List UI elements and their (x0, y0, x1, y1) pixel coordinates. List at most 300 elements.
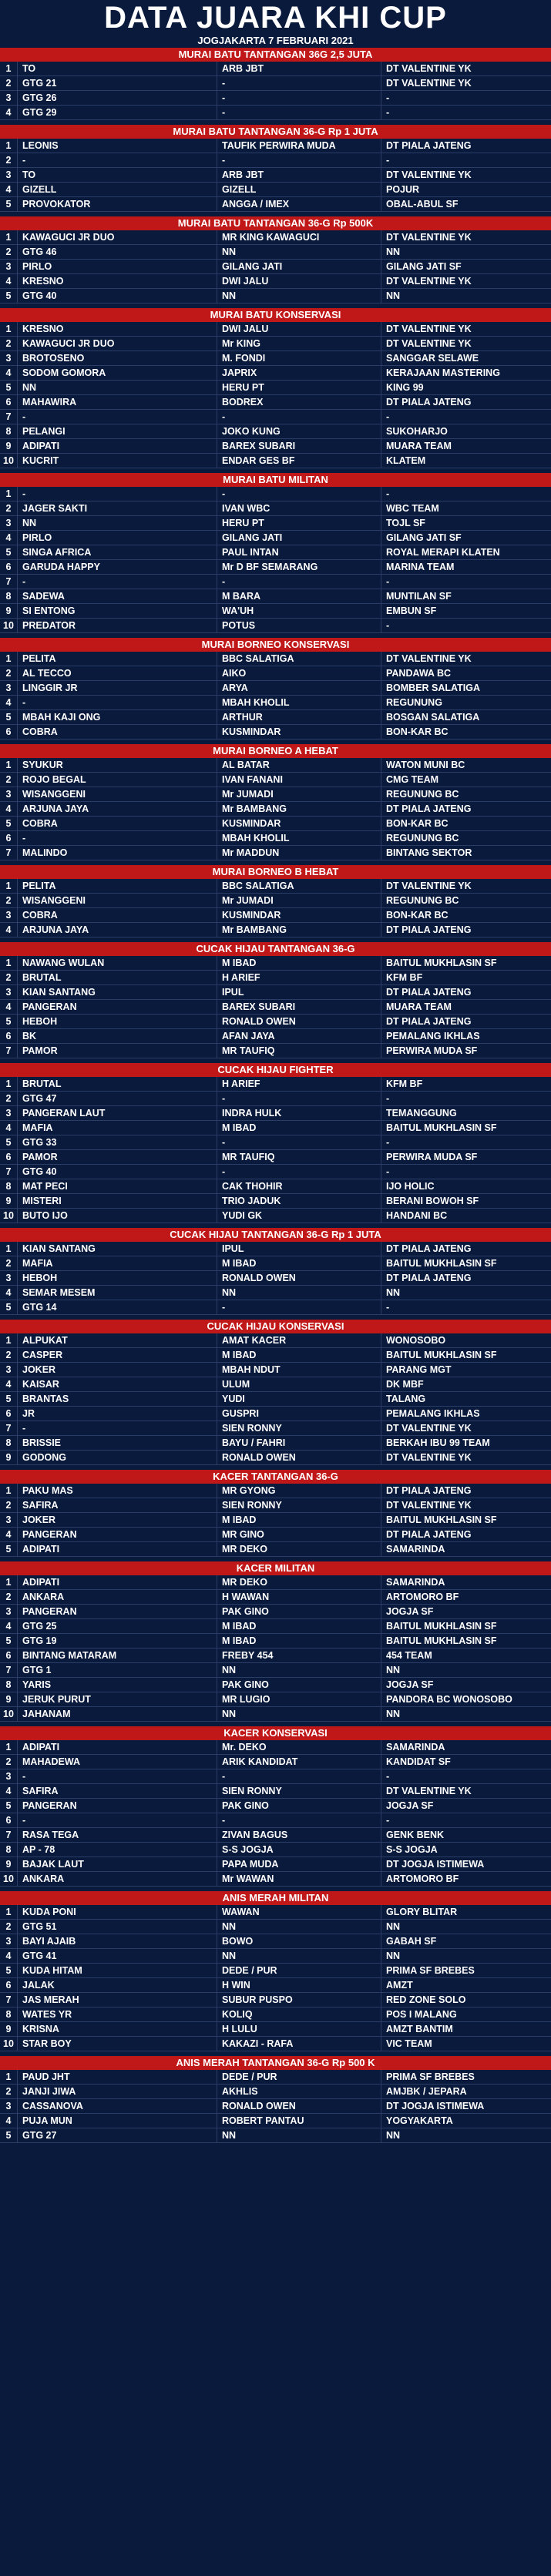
rank-cell: 9 (0, 2022, 18, 2036)
rank-cell: 4 (0, 1784, 18, 1798)
bird-name-cell: KAWAGUCI JR DUO (18, 337, 217, 351)
class-section (0, 1320, 551, 1465)
page-title: DATA JUARA KHI CUP (104, 1, 447, 35)
rank-cell: 2 (0, 1348, 18, 1362)
class-section (0, 125, 551, 212)
team-cell: TOJL SF (386, 518, 425, 528)
owner-cell: SIEN RONNY (217, 1498, 381, 1512)
result-row (0, 1542, 551, 1557)
bird-name-cell: PIRLO (18, 260, 217, 273)
class-section (0, 1470, 551, 1557)
owner-cell: DWI JALU (217, 274, 381, 288)
bird-name-cell: GTG 27 (18, 2128, 217, 2142)
bird-name-cell: PAMOR (18, 1044, 217, 1058)
owner-cell: AFAN JAYA (217, 1029, 381, 1043)
rank-cell: 2 (0, 2085, 18, 2098)
rank-cell: 9 (0, 1857, 18, 1871)
section-title: MURAI BATU KONSERVASI (0, 308, 551, 322)
team-cell: - (386, 1771, 390, 1782)
team-cell: PERWIRA MUDA SF (386, 1152, 478, 1162)
team-cell: PEMALANG IKHLAS (386, 1408, 480, 1419)
bird-name-cell: HEBOH (18, 1015, 217, 1028)
team-cell: DT PIALA JATENG (386, 803, 472, 814)
bird-name-cell: KRESNO (18, 322, 217, 336)
owner-cell: - (217, 153, 381, 167)
rank-cell: 3 (0, 168, 18, 182)
result-row (0, 1634, 551, 1649)
owner-cell: NN (217, 1707, 381, 1721)
team-cell: NN (386, 1709, 401, 1719)
owner-cell: ARIK KANDIDAT (217, 1755, 381, 1769)
rank-cell: 7 (0, 846, 18, 860)
team-cell: DT PIALA JATENG (386, 397, 472, 408)
rank-cell: 1 (0, 1333, 18, 1347)
team-cell: KANDIDAT SF (386, 1756, 451, 1767)
result-row (0, 395, 551, 410)
rank-cell: 10 (0, 619, 18, 632)
class-section (0, 1063, 551, 1223)
owner-cell: FREBY 454 (217, 1649, 381, 1662)
result-row (0, 487, 551, 501)
result-row (0, 1421, 551, 1436)
rank-cell: 3 (0, 1363, 18, 1377)
owner-cell: H LULU (217, 2022, 381, 2036)
rank-cell: 2 (0, 971, 18, 984)
bird-name-cell: GTG 33 (18, 1135, 217, 1149)
result-row (0, 153, 551, 168)
rank-cell: 6 (0, 1150, 18, 1164)
owner-cell: KUSMINDAR (217, 817, 381, 830)
team-cell: MUARA TEAM (386, 1001, 452, 1012)
bird-name-cell: GTG 29 (18, 106, 217, 119)
team-cell: DT PIALA JATENG (386, 1273, 472, 1283)
bird-name-cell: AP - 78 (18, 1843, 217, 1857)
rank-cell: 4 (0, 802, 18, 816)
team-cell: JOGJA SF (386, 1800, 434, 1811)
bird-name-cell: NN (18, 381, 217, 394)
team-cell: PARANG MGT (386, 1364, 452, 1375)
rank-cell: 1 (0, 230, 18, 244)
bird-name-cell: - (18, 410, 217, 424)
bird-name-cell: TO (18, 168, 217, 182)
bird-name-cell: JERUK PURUT (18, 1692, 217, 1706)
team-cell: - (386, 92, 390, 103)
result-row (0, 846, 551, 860)
result-row (0, 1242, 551, 1256)
bird-name-cell: - (18, 696, 217, 709)
bird-name-cell: PANGERAN (18, 1000, 217, 1014)
owner-cell: - (217, 487, 381, 501)
team-cell: KLATEM (386, 455, 426, 466)
section-title: MURAI BATU TANTANGAN 36G 2,5 JUTA (0, 48, 551, 62)
owner-cell: H WIN (217, 1978, 381, 1992)
rank-cell: 9 (0, 604, 18, 618)
class-section (0, 308, 551, 468)
rank-cell: 1 (0, 487, 18, 501)
result-row (0, 1707, 551, 1722)
result-row (0, 337, 551, 351)
team-cell: RED ZONE SOLO (386, 1994, 466, 2005)
rank-cell: 2 (0, 1920, 18, 1934)
result-row (0, 2007, 551, 2022)
section-title: ANIS MERAH MILITAN (0, 1891, 551, 1905)
rank-cell: 4 (0, 1377, 18, 1391)
result-row (0, 1872, 551, 1887)
result-row (0, 139, 551, 153)
result-row (0, 1920, 551, 1934)
bird-name-cell: PANGERAN (18, 1528, 217, 1541)
team-cell: NN (386, 1287, 401, 1298)
rank-cell: 1 (0, 1575, 18, 1589)
bird-name-cell: BUTO IJO (18, 1209, 217, 1223)
team-cell: REGUNUNG (386, 697, 442, 708)
team-cell: DT PIALA JATENG (386, 1485, 472, 1496)
rank-cell: 5 (0, 710, 18, 724)
result-row (0, 652, 551, 666)
class-section (0, 1726, 551, 1887)
team-cell: - (386, 155, 390, 166)
team-cell: BAITUL MUKHLASIN SF (386, 1635, 497, 1646)
result-row (0, 322, 551, 337)
owner-cell: POTUS (217, 619, 381, 632)
bird-name-cell: MAFIA (18, 1121, 217, 1135)
team-cell: NN (386, 2130, 401, 2141)
result-row (0, 1978, 551, 1993)
result-row (0, 410, 551, 424)
team-cell: IJO HOLIC (386, 1181, 435, 1192)
class-section (0, 216, 551, 304)
owner-cell: S-S JOGJA (217, 1843, 381, 1857)
owner-cell: KAKAZI - RAFA (217, 2037, 381, 2051)
owner-cell: KUSMINDAR (217, 725, 381, 739)
rank-cell: 1 (0, 1740, 18, 1754)
bird-name-cell: JOKER (18, 1363, 217, 1377)
bird-name-cell: NN (18, 516, 217, 530)
team-cell: REGUNUNG BC (386, 833, 459, 844)
owner-cell: MR DEKO (217, 1575, 381, 1589)
result-row (0, 1755, 551, 1769)
owner-cell: - (217, 1135, 381, 1149)
owner-cell: DEDE / PUR (217, 1964, 381, 1977)
owner-cell: Mr BAMBANG (217, 923, 381, 937)
team-cell: DT VALENTINE YK (386, 1423, 472, 1434)
team-cell: NN (386, 1921, 401, 1932)
team-cell: BON-KAR BC (386, 818, 449, 829)
team-cell: DT PIALA JATENG (386, 1529, 472, 1540)
bird-name-cell: ARJUNA JAYA (18, 923, 217, 937)
bird-name-cell: GTG 40 (18, 289, 217, 303)
owner-cell: ARB JBT (217, 62, 381, 75)
result-row (0, 1436, 551, 1451)
result-row (0, 168, 551, 183)
owner-cell: PAUL INTAN (217, 545, 381, 559)
rank-cell: 5 (0, 545, 18, 559)
owner-cell: AL BATAR (217, 758, 381, 772)
owner-cell: M IBAD (217, 1348, 381, 1362)
result-row (0, 1663, 551, 1678)
owner-cell: MR LUGIO (217, 1692, 381, 1706)
team-cell: KING 99 (386, 382, 424, 393)
result-row (0, 575, 551, 589)
owner-cell: IVAN FANANI (217, 773, 381, 787)
team-cell: DT PIALA JATENG (386, 1243, 472, 1254)
owner-cell: YUDI GK (217, 1209, 381, 1223)
result-row (0, 1044, 551, 1058)
owner-cell: ENDAR GES BF (217, 454, 381, 468)
result-row (0, 274, 551, 289)
result-row (0, 1092, 551, 1106)
result-row (0, 831, 551, 846)
bird-name-cell: JALAK (18, 1978, 217, 1992)
rank-cell: 4 (0, 531, 18, 545)
team-cell: OBAL-ABUL SF (386, 199, 459, 210)
owner-cell: NN (217, 2128, 381, 2142)
rank-cell: 1 (0, 758, 18, 772)
bird-name-cell: GTG 47 (18, 1092, 217, 1105)
owner-cell: HERU PT (217, 381, 381, 394)
owner-cell: NN (217, 245, 381, 259)
owner-cell: JAPRIX (217, 366, 381, 380)
bird-name-cell: LEONIS (18, 139, 217, 153)
bird-name-cell: KUCRIT (18, 454, 217, 468)
result-row (0, 560, 551, 575)
team-cell: - (386, 107, 390, 118)
team-cell: - (386, 620, 390, 631)
bird-name-cell: BAJAK LAUT (18, 1857, 217, 1871)
owner-cell: - (217, 1300, 381, 1314)
rank-cell: 6 (0, 1029, 18, 1043)
section-title: KACER MILITAN (0, 1561, 551, 1575)
owner-cell: BBC SALATIGA (217, 652, 381, 666)
team-cell: GILANG JATI SF (386, 261, 462, 272)
owner-cell: ARB JBT (217, 168, 381, 182)
bird-name-cell: COBRA (18, 908, 217, 922)
team-cell: BERANI BOWOH SF (386, 1196, 479, 1206)
owner-cell: PAPA MUDA (217, 1857, 381, 1871)
team-cell: EMBUN SF (386, 605, 437, 616)
rank-cell: 2 (0, 666, 18, 680)
bird-name-cell: JOKER (18, 1513, 217, 1527)
owner-cell: M IBAD (217, 956, 381, 970)
owner-cell: DWI JALU (217, 322, 381, 336)
team-cell: ARTOMORO BF (386, 1592, 459, 1602)
rank-cell: 5 (0, 817, 18, 830)
result-row (0, 589, 551, 604)
result-row (0, 1678, 551, 1692)
team-cell: MUARA TEAM (386, 441, 452, 451)
team-cell: - (386, 1302, 390, 1313)
rank-cell: 4 (0, 1619, 18, 1633)
bird-name-cell: PANGERAN LAUT (18, 1106, 217, 1120)
team-cell: - (386, 411, 390, 422)
result-row (0, 666, 551, 681)
bird-name-cell: PAKU MAS (18, 1484, 217, 1498)
bird-name-cell: JAGER SAKTI (18, 501, 217, 515)
rank-cell: 7 (0, 1165, 18, 1179)
bird-name-cell: PIRLO (18, 531, 217, 545)
rank-cell: 7 (0, 410, 18, 424)
owner-cell: ROBERT PANTAU (217, 2114, 381, 2128)
bird-name-cell: SINGA AFRICA (18, 545, 217, 559)
result-row (0, 894, 551, 908)
bird-name-cell: PELANGI (18, 424, 217, 438)
team-cell: SUKOHARJO (386, 426, 448, 437)
bird-name-cell: KAISAR (18, 1377, 217, 1391)
owner-cell: SIEN RONNY (217, 1784, 381, 1798)
result-row (0, 1784, 551, 1799)
rank-cell: 4 (0, 366, 18, 380)
team-cell: DT PIALA JATENG (386, 1016, 472, 1027)
team-cell: DT VALENTINE YK (386, 1500, 472, 1511)
result-row (0, 289, 551, 304)
bird-name-cell: MAHADEWA (18, 1755, 217, 1769)
owner-cell: BAREX SUBARI (217, 1000, 381, 1014)
rank-cell: 5 (0, 1015, 18, 1028)
class-section (0, 1228, 551, 1315)
team-cell: BOSGAN SALATIGA (386, 712, 480, 723)
team-cell: DK MBF (386, 1379, 424, 1390)
bird-name-cell: SADEWA (18, 589, 217, 603)
rank-cell: 7 (0, 1421, 18, 1435)
result-row (0, 1828, 551, 1843)
owner-cell: - (217, 575, 381, 589)
team-cell: SAMARINDA (386, 1577, 445, 1588)
rank-cell: 8 (0, 1678, 18, 1692)
rank-cell: 9 (0, 1451, 18, 1464)
result-row (0, 1333, 551, 1348)
section-title: CUCAK HIJAU TANTANGAN 36-G Rp 1 JUTA (0, 1228, 551, 1242)
bird-name-cell: GODONG (18, 1451, 217, 1464)
team-cell: GILANG JATI SF (386, 532, 462, 543)
owner-cell: IPUL (217, 985, 381, 999)
bird-name-cell: PAUD JHT (18, 2070, 217, 2084)
rank-cell: 2 (0, 1755, 18, 1769)
owner-cell: - (217, 1769, 381, 1783)
bird-name-cell: WISANGGENI (18, 894, 217, 907)
team-cell: HANDANI BC (386, 1210, 448, 1221)
result-row (0, 1934, 551, 1949)
result-row (0, 681, 551, 696)
owner-cell: NN (217, 289, 381, 303)
bird-name-cell: - (18, 153, 217, 167)
team-cell: AMZT BANTIM (386, 2024, 453, 2034)
owner-cell: ARTHUR (217, 710, 381, 724)
rank-cell: 5 (0, 1542, 18, 1556)
rank-cell: 5 (0, 1300, 18, 1314)
section-title: MURAI BATU TANTANGAN 36-G Rp 500K (0, 216, 551, 230)
bird-name-cell: BRUTAL (18, 971, 217, 984)
bird-name-cell: ANKARA (18, 1872, 217, 1886)
owner-cell: BAREX SUBARI (217, 439, 381, 453)
bird-name-cell: GTG 40 (18, 1165, 217, 1179)
owner-cell: M IBAD (217, 1121, 381, 1135)
bird-name-cell: ROJO BEGAL (18, 773, 217, 787)
bird-name-cell: ADIPATI (18, 1575, 217, 1589)
rank-cell: 1 (0, 1905, 18, 1919)
result-row (0, 76, 551, 91)
owner-cell: AIKO (217, 666, 381, 680)
result-row (0, 2128, 551, 2143)
bird-name-cell: KUDA HITAM (18, 1964, 217, 1977)
result-row (0, 971, 551, 985)
owner-cell: KOLIQ (217, 2007, 381, 2021)
result-row (0, 1363, 551, 1377)
rank-cell: 2 (0, 773, 18, 787)
team-cell: NN (386, 1665, 401, 1675)
owner-cell: PAK GINO (217, 1605, 381, 1618)
bird-name-cell: MAT PECI (18, 1179, 217, 1193)
team-cell: DT JOGJA ISTIMEWA (386, 2101, 485, 2111)
team-cell: - (386, 488, 390, 499)
rank-cell: 10 (0, 454, 18, 468)
team-cell: 454 TEAM (386, 1650, 432, 1661)
result-row (0, 260, 551, 274)
result-row (0, 1300, 551, 1315)
owner-cell: MR TAUFIQ (217, 1150, 381, 1164)
result-row (0, 710, 551, 725)
result-row (0, 1377, 551, 1392)
bird-name-cell: KRISNA (18, 2022, 217, 2036)
owner-cell: M IBAD (217, 1634, 381, 1648)
rank-cell: 8 (0, 1843, 18, 1857)
result-row (0, 545, 551, 560)
result-row (0, 985, 551, 1000)
owner-cell: IVAN WBC (217, 501, 381, 515)
result-row (0, 1905, 551, 1920)
team-cell: SAMARINDA (386, 1742, 445, 1753)
team-cell: - (386, 1166, 390, 1177)
team-cell: DT VALENTINE YK (386, 169, 472, 180)
team-cell: NN (386, 290, 401, 301)
result-row (0, 1392, 551, 1407)
owner-cell: Mr JUMADI (217, 894, 381, 907)
team-cell: PANDAWA BC (386, 668, 452, 679)
team-cell: WONOSOBO (386, 1335, 446, 1346)
bird-name-cell: PELITA (18, 652, 217, 666)
rank-cell: 5 (0, 381, 18, 394)
bird-name-cell: CASSANOVA (18, 2099, 217, 2113)
owner-cell: MBAH KHOLIL (217, 696, 381, 709)
bird-name-cell: BRISSIE (18, 1436, 217, 1450)
result-row (0, 787, 551, 802)
team-cell: AMZT (386, 1980, 413, 1991)
bird-name-cell: SODOM GOMORA (18, 366, 217, 380)
owner-cell: - (217, 106, 381, 119)
owner-cell: - (217, 91, 381, 105)
class-section (0, 2056, 551, 2143)
class-section (0, 473, 551, 633)
owner-cell: HERU PT (217, 516, 381, 530)
rank-cell: 3 (0, 1271, 18, 1285)
bird-name-cell: - (18, 1769, 217, 1783)
owner-cell: ANGGA / IMEX (217, 197, 381, 211)
result-row (0, 1015, 551, 1029)
result-row (0, 1271, 551, 1286)
team-cell: DT VALENTINE YK (386, 63, 472, 74)
rank-cell: 4 (0, 1528, 18, 1541)
rank-cell: 3 (0, 1106, 18, 1120)
team-cell: DT VALENTINE YK (386, 880, 472, 891)
team-cell: BON-KAR BC (386, 726, 449, 737)
rank-cell: 3 (0, 908, 18, 922)
bird-name-cell: RASA TEGA (18, 1828, 217, 1842)
rank-cell: 3 (0, 1769, 18, 1783)
team-cell: AMJBK / JEPARA (386, 2086, 467, 2097)
bird-name-cell: BINTANG MATARAM (18, 1649, 217, 1662)
owner-cell: WAWAN (217, 1905, 381, 1919)
rank-cell: 9 (0, 1194, 18, 1208)
result-row (0, 1209, 551, 1223)
